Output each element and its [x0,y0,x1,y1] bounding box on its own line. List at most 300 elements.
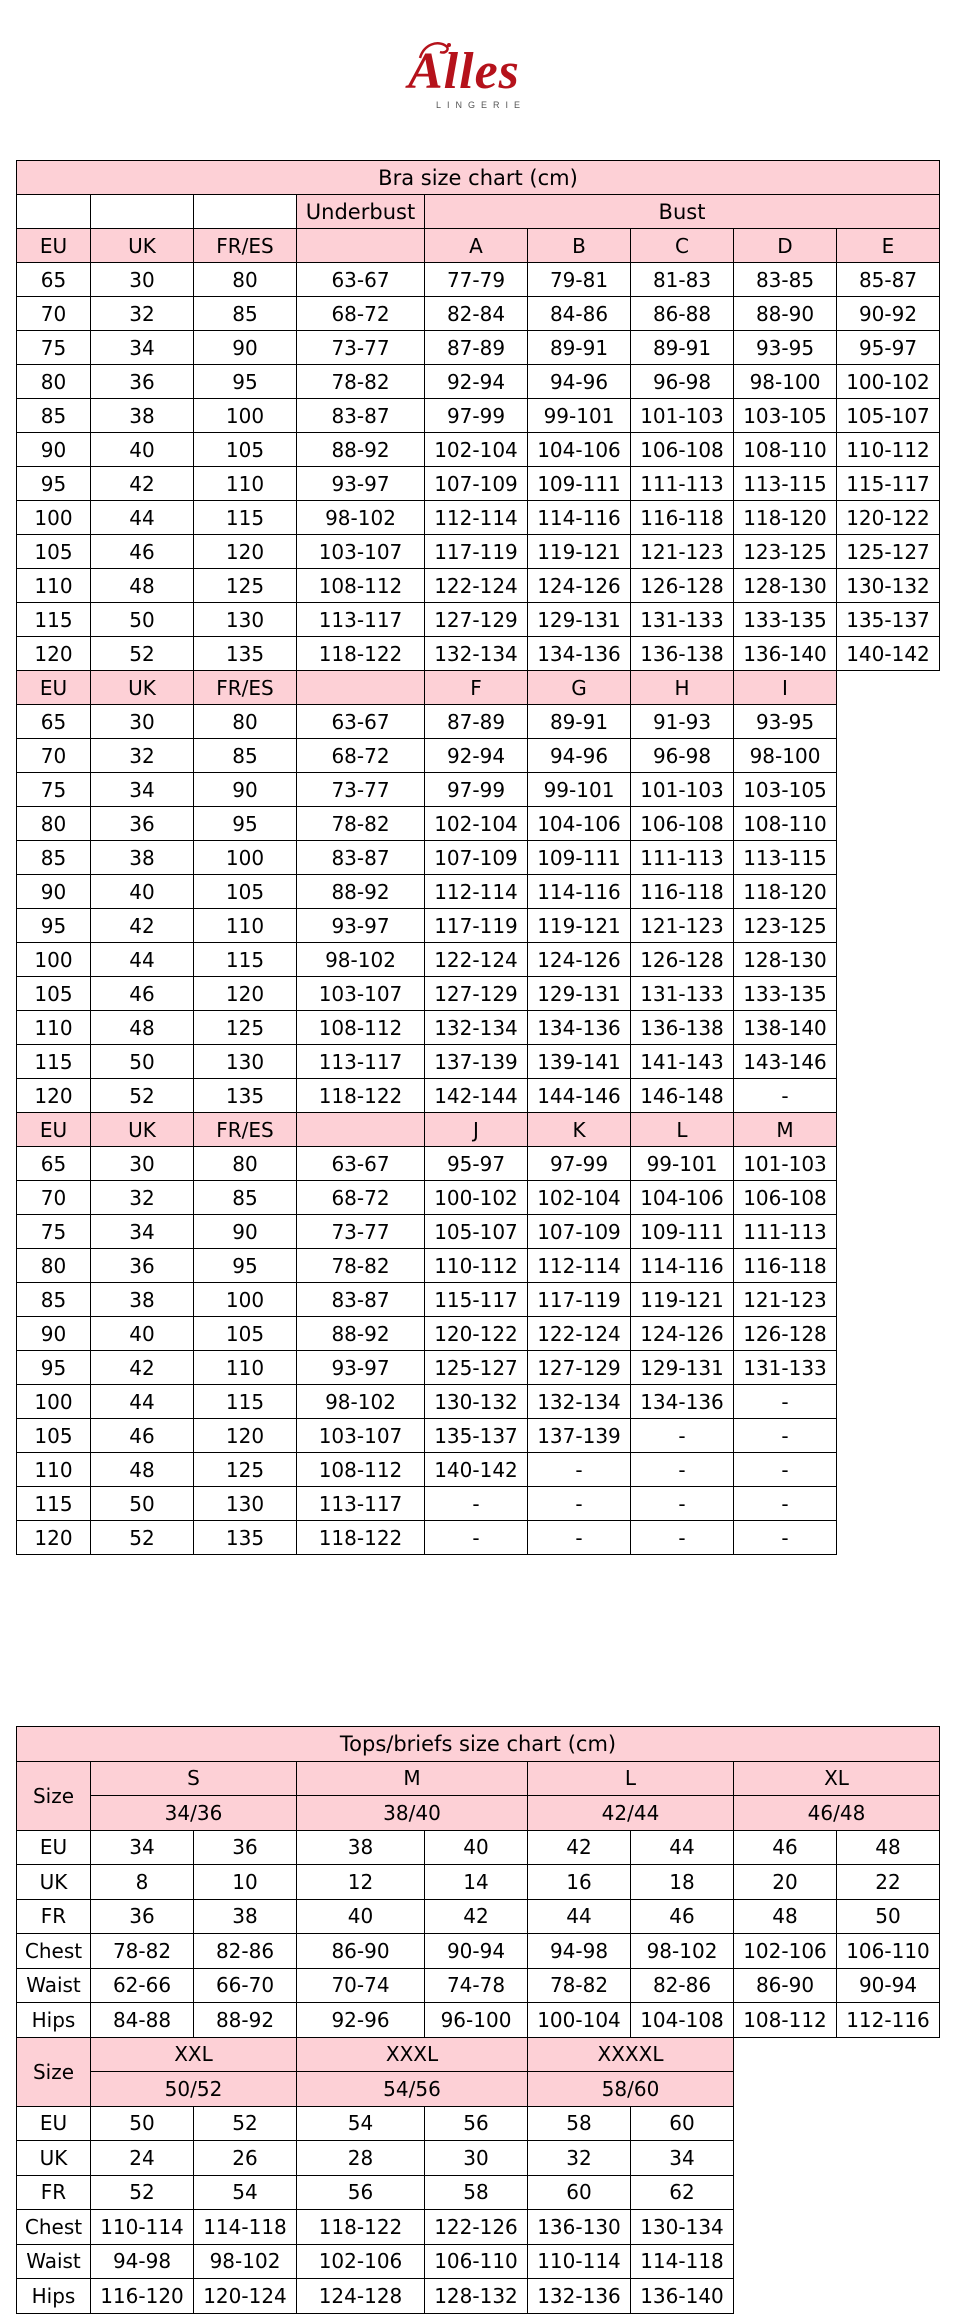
blank-cell [837,1113,940,1147]
bra-size-cell: 135 [194,1079,297,1113]
bra-size-cell: 106-108 [631,807,734,841]
bra-size-cell: 122-124 [425,943,528,977]
blank-cell [837,2037,940,2072]
cup-column-header: EU [17,671,91,705]
bra-size-cell: 120 [17,637,91,671]
bra-size-cell: 133-135 [734,977,837,1011]
blank-cell [837,1045,940,1079]
bra-size-cell: 123-125 [734,535,837,569]
bra-size-cell: 34 [91,1215,194,1249]
bra-size-cell: 98-102 [297,501,425,535]
measure-label-cell: UK [17,1865,91,1900]
bra-size-cell: 114-116 [528,875,631,909]
bra-size-cell: 146-148 [631,1079,734,1113]
bra-size-cell: 113-117 [297,603,425,637]
bra-size-cell: 106-108 [734,1181,837,1215]
bra-size-row [17,1249,940,1283]
blank-cell [837,1079,940,1113]
logo-wordmark: Alles [408,43,520,100]
bra-size-cell: 112-114 [425,501,528,535]
measure-value-cell: 26 [194,2141,297,2176]
bra-size-cell: 44 [91,1385,194,1419]
blank-cell [837,841,940,875]
bra-size-row [17,705,940,739]
bra-size-cell: 48 [91,1453,194,1487]
bra-size-row [17,1045,940,1079]
bra-size-cell: 94-96 [528,739,631,773]
bra-size-cell: 135-137 [837,603,940,637]
bra-size-cell: 95 [17,1351,91,1385]
measure-value-cell: 118-122 [297,2210,425,2245]
cup-column-header: FR/ES [194,671,297,705]
bra-size-cell: 90 [194,331,297,365]
measure-value-cell: 66-70 [194,1968,297,2003]
bra-size-cell: 113-115 [734,467,837,501]
blank-cell [837,1147,940,1181]
bra-size-cell: 82-84 [425,297,528,331]
measure-value-cell: 130-134 [631,2210,734,2245]
bra-size-row [17,1453,940,1487]
bra-size-cell: 70 [17,739,91,773]
bra-size-row [17,399,940,433]
bra-group-row [17,195,940,229]
bra-size-cell: 125 [194,1453,297,1487]
bra-size-cell: 127-129 [425,977,528,1011]
bra-size-row [17,1215,940,1249]
bra-size-cell: 84-86 [528,297,631,331]
underbust-column-header [297,1113,425,1147]
bra-size-cell: 102-104 [528,1181,631,1215]
bra-size-cell: 137-139 [425,1045,528,1079]
bra-size-cell: 80 [194,263,297,297]
bra-size-cell: 102-104 [425,433,528,467]
bra-size-cell: 98-102 [297,943,425,977]
measure-label-cell: Chest [17,1934,91,1969]
blank-cell [837,2175,940,2210]
bra-size-cell: 63-67 [297,1147,425,1181]
measure-value-cell: 38 [297,1830,425,1865]
measure-value-cell: 56 [425,2106,528,2141]
measure-value-cell: 42 [528,1830,631,1865]
blank-cell [734,2279,837,2314]
size-label-cell: Size [17,1761,91,1830]
blank-cell [837,1351,940,1385]
cup-column-header: C [631,229,734,263]
bra-size-cell: 65 [17,263,91,297]
bra-size-cell: 134-136 [631,1385,734,1419]
cup-column-header: I [734,671,837,705]
measure-value-cell: 82-86 [194,1934,297,1969]
bra-chart-title: Bra size chart (cm) [17,161,940,195]
measure-value-cell: 60 [631,2106,734,2141]
bra-size-cell: 112-114 [528,1249,631,1283]
measure-value-cell: 14 [425,1865,528,1900]
blank-cell [734,2141,837,2176]
bra-size-cell: 95 [17,909,91,943]
tops-measure-row [17,2175,940,2210]
bra-size-cell: 105 [17,977,91,1011]
bra-size-cell: 105-107 [425,1215,528,1249]
bra-size-cell: 128-130 [734,943,837,977]
bra-size-cell: 126-128 [631,943,734,977]
bra-size-cell: 113-115 [734,841,837,875]
bra-size-cell: 87-89 [425,705,528,739]
bra-size-cell: - [425,1487,528,1521]
bra-cup-header-row [17,671,940,705]
bra-size-cell: 119-121 [528,909,631,943]
bra-size-cell: 111-113 [631,841,734,875]
bra-size-cell: 95 [194,807,297,841]
bra-size-cell: 40 [91,875,194,909]
bra-size-cell: 89-91 [528,705,631,739]
size-range-cell: 58/60 [528,2072,734,2107]
measure-label-cell: EU [17,2106,91,2141]
bra-size-cell: 114-116 [528,501,631,535]
measure-value-cell: 78-82 [91,1934,194,1969]
blank-cell [837,739,940,773]
bra-size-cell: 68-72 [297,1181,425,1215]
blank-cell [837,2210,940,2245]
blank-cell [837,671,940,705]
measure-value-cell: 56 [297,2175,425,2210]
measure-value-cell: 32 [528,2141,631,2176]
measure-value-cell: 106-110 [425,2244,528,2279]
tops-measure-row [17,1865,940,1900]
bra-size-cell: 97-99 [425,399,528,433]
bra-size-cell: 87-89 [425,331,528,365]
bra-size-cell: 143-146 [734,1045,837,1079]
bra-size-row [17,977,940,1011]
bra-size-cell: 123-125 [734,909,837,943]
bra-size-cell: 42 [91,909,194,943]
underbust-header: Underbust [297,195,425,229]
cup-column-header: H [631,671,734,705]
cup-column-header: G [528,671,631,705]
blank-cell [837,977,940,1011]
bra-size-row [17,739,940,773]
bra-size-cell: 97-99 [425,773,528,807]
measure-value-cell: 58 [425,2175,528,2210]
bra-size-cell: 104-106 [631,1181,734,1215]
bra-size-cell: 50 [91,1045,194,1079]
measure-value-cell: 94-98 [91,2244,194,2279]
measure-label-cell: EU [17,1830,91,1865]
bra-size-cell: 103-107 [297,535,425,569]
measure-value-cell: 54 [194,2175,297,2210]
measure-label-cell: Waist [17,1968,91,2003]
bra-size-cell: 100 [17,1385,91,1419]
size-range-cell: 38/40 [297,1796,528,1831]
measure-value-cell: 90-94 [837,1968,940,2003]
bra-size-cell: 85-87 [837,263,940,297]
bra-size-cell: 75 [17,331,91,365]
measure-value-cell: 106-110 [837,1934,940,1969]
measure-value-cell: 136-140 [631,2279,734,2314]
bra-size-cell: 142-144 [425,1079,528,1113]
bra-size-cell: 113-117 [297,1487,425,1521]
bra-size-cell: 98-100 [734,739,837,773]
bra-size-cell: 89-91 [631,331,734,365]
bra-size-row [17,1079,940,1113]
bra-size-cell: 115 [194,1385,297,1419]
bra-size-cell: 46 [91,1419,194,1453]
bra-size-cell: 78-82 [297,1249,425,1283]
measure-value-cell: 10 [194,1865,297,1900]
bra-size-cell: 104-106 [528,807,631,841]
measure-value-cell: 102-106 [297,2244,425,2279]
bra-size-cell: 80 [17,365,91,399]
bra-size-cell: 117-119 [425,535,528,569]
bra-size-cell: 110 [194,1351,297,1385]
bra-size-cell: 130-132 [837,569,940,603]
blank-cell [734,2244,837,2279]
bra-size-cell: 109-111 [631,1215,734,1249]
bra-size-cell: 32 [91,739,194,773]
cup-column-header: EU [17,229,91,263]
bra-size-cell: 40 [91,1317,194,1351]
bra-size-cell: 68-72 [297,297,425,331]
blank-cell [837,2072,940,2107]
bra-size-cell: 50 [91,1487,194,1521]
bra-size-cell: - [734,1385,837,1419]
cup-column-header: UK [91,229,194,263]
bra-size-cell: 75 [17,773,91,807]
bra-size-cell: 112-114 [425,875,528,909]
bra-size-cell: 48 [91,569,194,603]
bra-size-cell: - [631,1521,734,1555]
tops-size-name-row [17,1761,940,1796]
bra-size-cell: 94-96 [528,365,631,399]
bra-size-row [17,875,940,909]
bra-size-cell: 119-121 [528,535,631,569]
measure-value-cell: 60 [528,2175,631,2210]
blank-cell [837,807,940,841]
bra-size-cell: 70 [17,297,91,331]
bra-size-cell: 52 [91,1079,194,1113]
bra-size-cell: - [734,1521,837,1555]
bra-size-row [17,1181,940,1215]
measure-value-cell: 46 [734,1830,837,1865]
cup-column-header: F [425,671,528,705]
bra-size-row [17,943,940,977]
measure-value-cell: 104-108 [631,2003,734,2038]
blank-cell [837,705,940,739]
bra-size-cell: 63-67 [297,705,425,739]
measure-value-cell: 40 [297,1899,425,1934]
bra-size-cell: 120 [194,1419,297,1453]
bra-size-cell: 118-120 [734,875,837,909]
measure-value-cell: 86-90 [734,1968,837,2003]
bra-cup-header-row [17,1113,940,1147]
bra-size-cell: 104-106 [528,433,631,467]
blank-cell [837,1317,940,1351]
tops-measure-row [17,1968,940,2003]
measure-value-cell: 94-98 [528,1934,631,1969]
blank-cell [837,2244,940,2279]
bra-size-row [17,365,940,399]
bra-size-cell: 91-93 [631,705,734,739]
tops-measure-row [17,2244,940,2279]
blank-cell [837,1521,940,1555]
bra-size-cell: 128-130 [734,569,837,603]
bra-size-cell: 80 [194,705,297,739]
bra-size-cell: 141-143 [631,1045,734,1079]
bra-size-cell: 120 [17,1079,91,1113]
size-range-cell: 34/36 [91,1796,297,1831]
measure-value-cell: 122-126 [425,2210,528,2245]
tops-measure-row [17,2141,940,2176]
bra-size-row [17,569,940,603]
bra-size-cell: 115 [17,1045,91,1079]
bra-size-cell: 95-97 [425,1147,528,1181]
blank-cell [837,1487,940,1521]
measure-value-cell: 8 [91,1865,194,1900]
bra-size-cell: 85 [194,1181,297,1215]
bra-size-cell: 38 [91,1283,194,1317]
bra-size-cell: - [734,1453,837,1487]
measure-value-cell: 124-128 [297,2279,425,2314]
bra-size-cell: - [631,1453,734,1487]
measure-value-cell: 24 [91,2141,194,2176]
blank-cell [734,2037,837,2072]
cup-column-header: E [837,229,940,263]
bra-size-cell: 110 [194,909,297,943]
bra-size-cell: 126-128 [631,569,734,603]
measure-value-cell: 12 [297,1865,425,1900]
bra-size-cell: 106-108 [631,433,734,467]
bra-size-cell: 129-131 [631,1351,734,1385]
cup-column-header: EU [17,1113,91,1147]
measure-value-cell: 16 [528,1865,631,1900]
measure-label-cell: FR [17,1899,91,1934]
bra-size-cell: 118-122 [297,637,425,671]
bra-size-cell: 83-87 [297,399,425,433]
cup-column-header: K [528,1113,631,1147]
bra-size-cell: 136-138 [631,637,734,671]
measure-value-cell: 54 [297,2106,425,2141]
bra-size-cell: 90 [17,875,91,909]
bra-size-cell: 80 [17,1249,91,1283]
bra-size-cell: 100-102 [425,1181,528,1215]
bra-size-cell: 101-103 [631,399,734,433]
size-name-cell: XXL [91,2037,297,2072]
measure-value-cell: 128-132 [425,2279,528,2314]
bra-size-cell: 124-126 [528,569,631,603]
bra-size-cell: 121-123 [631,909,734,943]
blank-cell [734,2175,837,2210]
bra-size-row [17,637,940,671]
bra-size-cell: 83-87 [297,1283,425,1317]
bra-size-cell: 111-113 [631,467,734,501]
bra-size-row [17,433,940,467]
cup-column-header: L [631,1113,734,1147]
bra-size-cell: 113-117 [297,1045,425,1079]
measure-value-cell: 74-78 [425,1968,528,2003]
bra-size-row [17,909,940,943]
bra-size-cell: 108-110 [734,807,837,841]
bra-size-cell: 68-72 [297,739,425,773]
bra-size-cell: 117-119 [528,1283,631,1317]
bra-size-cell: 80 [194,1147,297,1181]
bra-size-cell: 73-77 [297,773,425,807]
cup-column-header: UK [91,1113,194,1147]
bra-size-cell: 125 [194,569,297,603]
bra-size-cell: 134-136 [528,1011,631,1045]
bra-size-cell: 118-122 [297,1079,425,1113]
cup-column-header: M [734,1113,837,1147]
bra-size-cell: 101-103 [734,1147,837,1181]
blank-cell [837,1283,940,1317]
measure-value-cell: 98-102 [194,2244,297,2279]
bra-size-cell: 44 [91,943,194,977]
bra-size-cell: 90 [194,773,297,807]
empty-header-cell [194,195,297,229]
bra-size-cell: 95-97 [837,331,940,365]
bra-size-cell: 115 [194,943,297,977]
bra-size-cell: 105 [194,433,297,467]
bra-size-cell: 99-101 [528,399,631,433]
bra-size-cell: 89-91 [528,331,631,365]
blank-cell [837,909,940,943]
bra-size-cell: 115-117 [837,467,940,501]
bra-size-cell: 42 [91,467,194,501]
measure-value-cell: 136-130 [528,2210,631,2245]
bra-size-cell: 129-131 [528,977,631,1011]
bra-size-cell: 93-95 [734,705,837,739]
bra-size-cell: 132-134 [528,1385,631,1419]
bra-size-cell: 116-118 [631,875,734,909]
measure-value-cell: 48 [837,1830,940,1865]
bra-size-cell: 116-118 [734,1249,837,1283]
measure-value-cell: 100-104 [528,2003,631,2038]
bra-size-cell: 44 [91,501,194,535]
tops-measure-row [17,2003,940,2038]
bra-size-cell: 98-100 [734,365,837,399]
bra-size-cell: 129-131 [528,603,631,637]
measure-label-cell: Chest [17,2210,91,2245]
bra-size-cell: 95 [194,365,297,399]
bra-size-cell: 85 [194,297,297,331]
measure-value-cell: 42 [425,1899,528,1934]
underbust-column-header [297,671,425,705]
measure-value-cell: 18 [631,1865,734,1900]
cup-column-header: D [734,229,837,263]
measure-value-cell: 82-86 [631,1968,734,2003]
bra-size-cell: 38 [91,399,194,433]
bra-size-cell: 95 [194,1249,297,1283]
bra-size-row [17,841,940,875]
bra-size-cell: 115 [17,1487,91,1521]
bra-size-cell: 100 [194,399,297,433]
measure-value-cell: 120-124 [194,2279,297,2314]
bra-size-cell: 125-127 [425,1351,528,1385]
bra-size-cell: 130 [194,1487,297,1521]
bra-size-cell: 65 [17,705,91,739]
bra-size-cell: 135-137 [425,1419,528,1453]
bra-size-cell: 46 [91,977,194,1011]
bra-size-cell: 116-118 [631,501,734,535]
bra-title-row [17,161,940,195]
tops-measure-row [17,1899,940,1934]
bra-size-cell: - [631,1487,734,1521]
measure-label-cell: Waist [17,2244,91,2279]
tops-measure-row [17,2279,940,2314]
bra-size-row [17,1283,940,1317]
cup-column-header: FR/ES [194,229,297,263]
bra-size-row [17,501,940,535]
bra-size-cell: 99-101 [631,1147,734,1181]
bra-size-cell: 139-141 [528,1045,631,1079]
